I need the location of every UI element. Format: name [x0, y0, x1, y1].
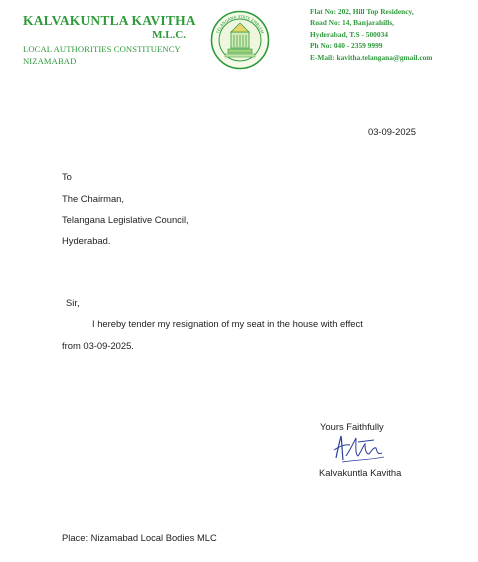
- signatory-name: Kalvakuntla Kavitha: [319, 467, 402, 478]
- addressee-city: Hyderabad.: [62, 235, 111, 246]
- letterhead-constituency: LOCAL AUTHORITIES CONSTITUENCY: [23, 44, 181, 54]
- handwritten-signature: [328, 430, 390, 466]
- letter-body-line: from 03-09-2025.: [62, 340, 134, 351]
- letterhead-district: NIZAMABAD: [23, 56, 77, 66]
- address-line: Road No: 14, Banjarahills,: [310, 18, 394, 28]
- email-line: E-Mail: kavitha.telangana@gmail.com: [310, 52, 433, 62]
- letterhead-designation: M.L.C.: [152, 29, 186, 41]
- letter-closing: Yours Faithfully: [320, 421, 384, 432]
- salutation: Sir,: [66, 297, 80, 308]
- addressee-council: Telangana Legislative Council,: [62, 214, 189, 225]
- letterhead-address: [310, 6, 432, 63]
- telangana-emblem-icon: [210, 10, 270, 70]
- address-line: Hyderabad, T.S - 500034: [310, 29, 388, 39]
- letter-date: 03-09-2025: [368, 126, 416, 137]
- letterhead-name: KALVAKUNTLA KAVITHA: [23, 13, 196, 28]
- phone-line: Ph No: 040 - 2359 9999: [310, 41, 383, 51]
- address-line: Flat No: 202, Hill Top Residency,: [310, 7, 414, 16]
- letter-place: Place: Nizamabad Local Bodies MLC: [62, 532, 217, 543]
- addressee-to: To: [62, 171, 72, 182]
- letter-body-line: I hereby tender my resignation of my seat in the house with effect: [92, 318, 363, 329]
- svg-text:TELANGANA STATE EMBLEM: TELANGANA STATE EMBLEM: [215, 13, 265, 35]
- letterhead-left: [23, 13, 196, 66]
- addressee-title: The Chairman,: [62, 193, 125, 204]
